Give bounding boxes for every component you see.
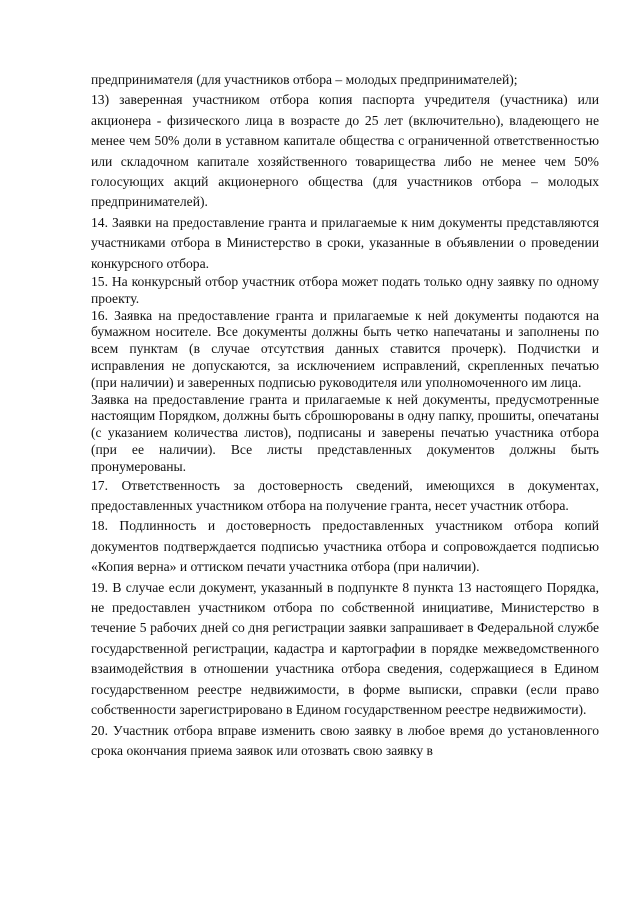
paragraph-14: 14. Заявки на предоставление гранта и прилагаемые к ним документы представляются участниками отбора в Министерство в сроки, указанные в объявлении о проведении конкурсного отбора. [91,214,599,271]
paragraph-19: 19. В случае если документ, указанный в подпункте 8 пункта 13 настоящего Порядка, не предоставлен участником отбора по собственной инициативе, Министерство в течение 5 рабочих дней со дня регистрации заявки запрашивает в Федеральной службе государственной регистрации, кадастра и картографии в порядке межведомственного взаимодействия в отношении участника отбора сведения, содержащиеся в Едином государственном реестре недвижимости, в форме выписки, справки (если право собственности зарегистрировано в Едином государственном реестре недвижимости). [91,579,599,718]
paragraph-17: 17. Ответственность за достоверность сведений, имеющихся в документах, предоставленных участником отбора на получение гранта, несет участник отбора. [91,477,599,514]
paragraph-15: 15. На конкурсный отбор участник отбора может подать только одну заявку по одному проекту. [91,274,599,306]
paragraph-12-continuation: предпринимателя (для участников отбора – молодых предпринимателей); [91,72,518,87]
paragraph-16: 16. Заявка на предоставление гранта и прилагаемые к ней документы подаются на бумажном носителе. Все документы должны быть четко напечатаны и заполнены по всем пунктам (в случае отсутствия данных ставится прочерк). Подчистки и исправления не допускаются, за исключением исправлений, скрепленных печатью (при наличии) и заверенных подписью руководителя или уполномоченного им лица. [91,307,599,390]
paragraph-18: 18. Подлинность и достоверность предоставленных участником отбора копий документов подтверждается подписью участника отбора и сопровождается подписью «Копия верна» и оттиском печати участника отбора (при наличии). [91,518,599,575]
paragraph-20: 20. Участник отбора вправе изменить свою заявку в любое время до установленного срока окончания приема заявок или отозвать свою заявку в [91,722,599,758]
document-page [91,70,599,761]
paragraph-13-item: 13) заверенная участником отбора копия паспорта учредителя (участника) или акционера - физического лица в возрасте до 25 лет (включительно), владеющего не менее чем 50% доли в уставном капитале общества с ограниченной ответственностью или складочном капитале хозяйственного товарищества либо не менее чем 50% голосующих акций акционерного общества (для участников отбора – молодых предпринимателей). [91,92,599,210]
paragraph-16-continuation: Заявка на предоставление гранта и прилагаемые к ней документы, предусмотренные настоящим Порядком, должны быть сброшюрованы в одну папку, прошиты, опечатаны (с указанием количества листов), подписаны и заверены печатью участника отбора (при ее наличии). Все листы представленных документов должны быть пронумерованы. [91,391,599,474]
